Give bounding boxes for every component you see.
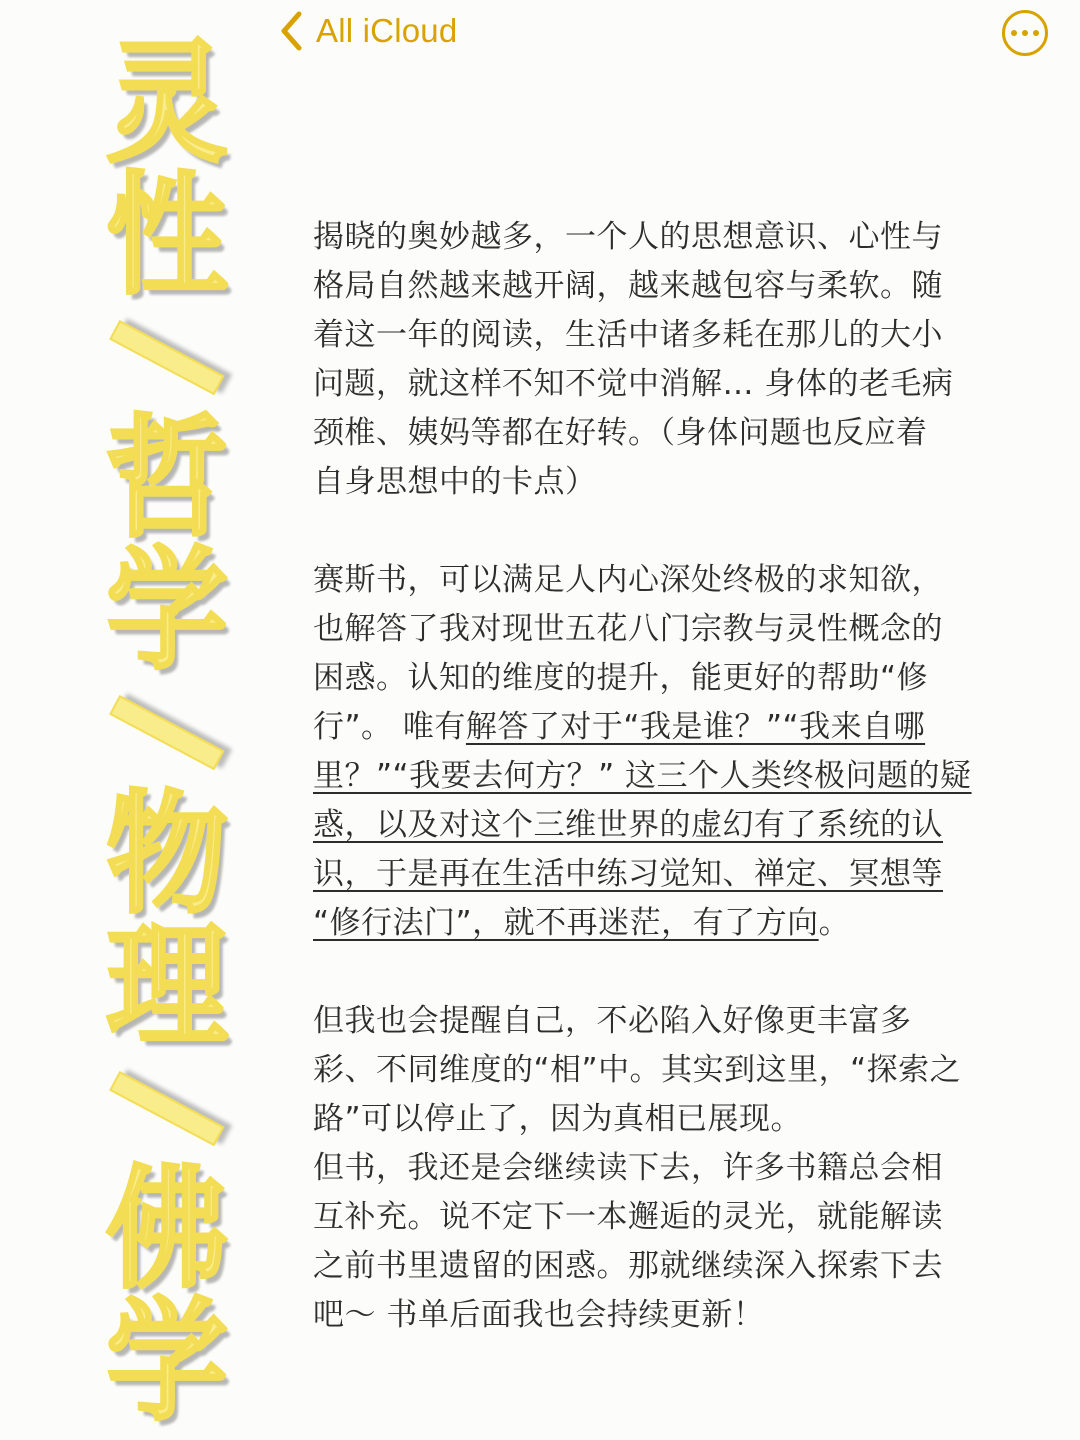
vertical-title <box>92 27 242 1439</box>
note-line: 吧～ 书单后面我也会持续更新！ <box>313 1297 765 1333</box>
note-line <box>313 703 1043 752</box>
note-line: 彩、不同维度的“相”中。其实到这里，“探索之 <box>313 1052 962 1088</box>
note-line: 问题，就这样不知不觉中消解… 身体的老毛病 <box>313 366 954 402</box>
note-line: 困惑。认知的维度的提升，能更好的帮助“修 <box>313 660 929 696</box>
note-line: 颈椎、姨妈等都在好转。（身体问题也反应着 <box>313 415 928 451</box>
note-text: 行”。 唯有 <box>313 709 466 745</box>
note-line: 但我也会提醒自己，不必陷入好像更丰富多 <box>313 1003 912 1039</box>
underlined-line: 识，于是再在生活中练习觉知、禅定、冥想等 <box>313 856 943 892</box>
nav-bar <box>280 0 1080 64</box>
note-line: 着这一年的阅读，生活中诸多耗在那儿的大小 <box>313 317 943 353</box>
note-line: 自身思想中的卡点） <box>313 464 597 500</box>
title-char: 灵 <box>106 27 228 181</box>
note-line: 路”可以停止了，因为真相已展现。 <box>313 1101 803 1137</box>
title-char: 性 <box>106 159 228 313</box>
note-paragraph <box>313 1144 1043 1340</box>
title-char: 学 <box>106 1284 228 1439</box>
note-line: 但书，我还是会继续读下去，许多书籍总会相 <box>313 1150 943 1186</box>
underlined-line: 里？”“我要去何方？” 这三个人类终极问题的疑 <box>313 758 972 794</box>
title-char: 理 <box>106 909 228 1064</box>
title-char: 佛 <box>106 1152 228 1307</box>
more-button[interactable] <box>1002 10 1048 56</box>
underlined-text: “修行法门”，就不再迷茫，有了方向 <box>313 905 819 941</box>
note-line: 格局自然越来越开阔，越来越包容与柔软。随 <box>313 268 943 304</box>
title-char: 物 <box>106 777 228 932</box>
note-paragraph <box>313 556 1043 948</box>
note-paragraph <box>313 997 1043 1144</box>
title-char: 哲 <box>106 402 228 557</box>
title-slash-divider <box>109 1071 225 1146</box>
note-body[interactable] <box>313 213 1043 1340</box>
ellipsis-circle-icon <box>1011 30 1017 36</box>
back-label: All iCloud <box>316 12 458 49</box>
note-line: 之前书里遗留的困惑。那就继续深入探索下去 <box>313 1248 943 1284</box>
note-text: 。 <box>818 905 851 941</box>
underlined-text: 解答了对于“我是谁？”“我来自哪 <box>465 709 926 745</box>
note-paragraph <box>313 213 1043 507</box>
chevron-left-icon <box>280 11 302 51</box>
note-line: 互补充。说不定下一本邂逅的灵光，就能解读 <box>313 1199 943 1235</box>
underlined-line: 惑，以及对这个三维世界的虚幻有了系统的认 <box>313 807 943 843</box>
note-line: 也解答了我对现世五花八门宗教与灵性概念的 <box>313 611 943 647</box>
note-line: 揭晓的奥妙越多，一个人的思想意识、心性与 <box>313 219 943 255</box>
title-slash-divider <box>109 320 225 395</box>
note-line: 赛斯书，可以满足人内心深处终极的求知欲， <box>313 562 943 598</box>
title-char: 学 <box>106 534 228 689</box>
title-slash-divider <box>109 695 225 770</box>
back-button[interactable] <box>280 6 457 56</box>
note-line <box>313 899 1043 948</box>
